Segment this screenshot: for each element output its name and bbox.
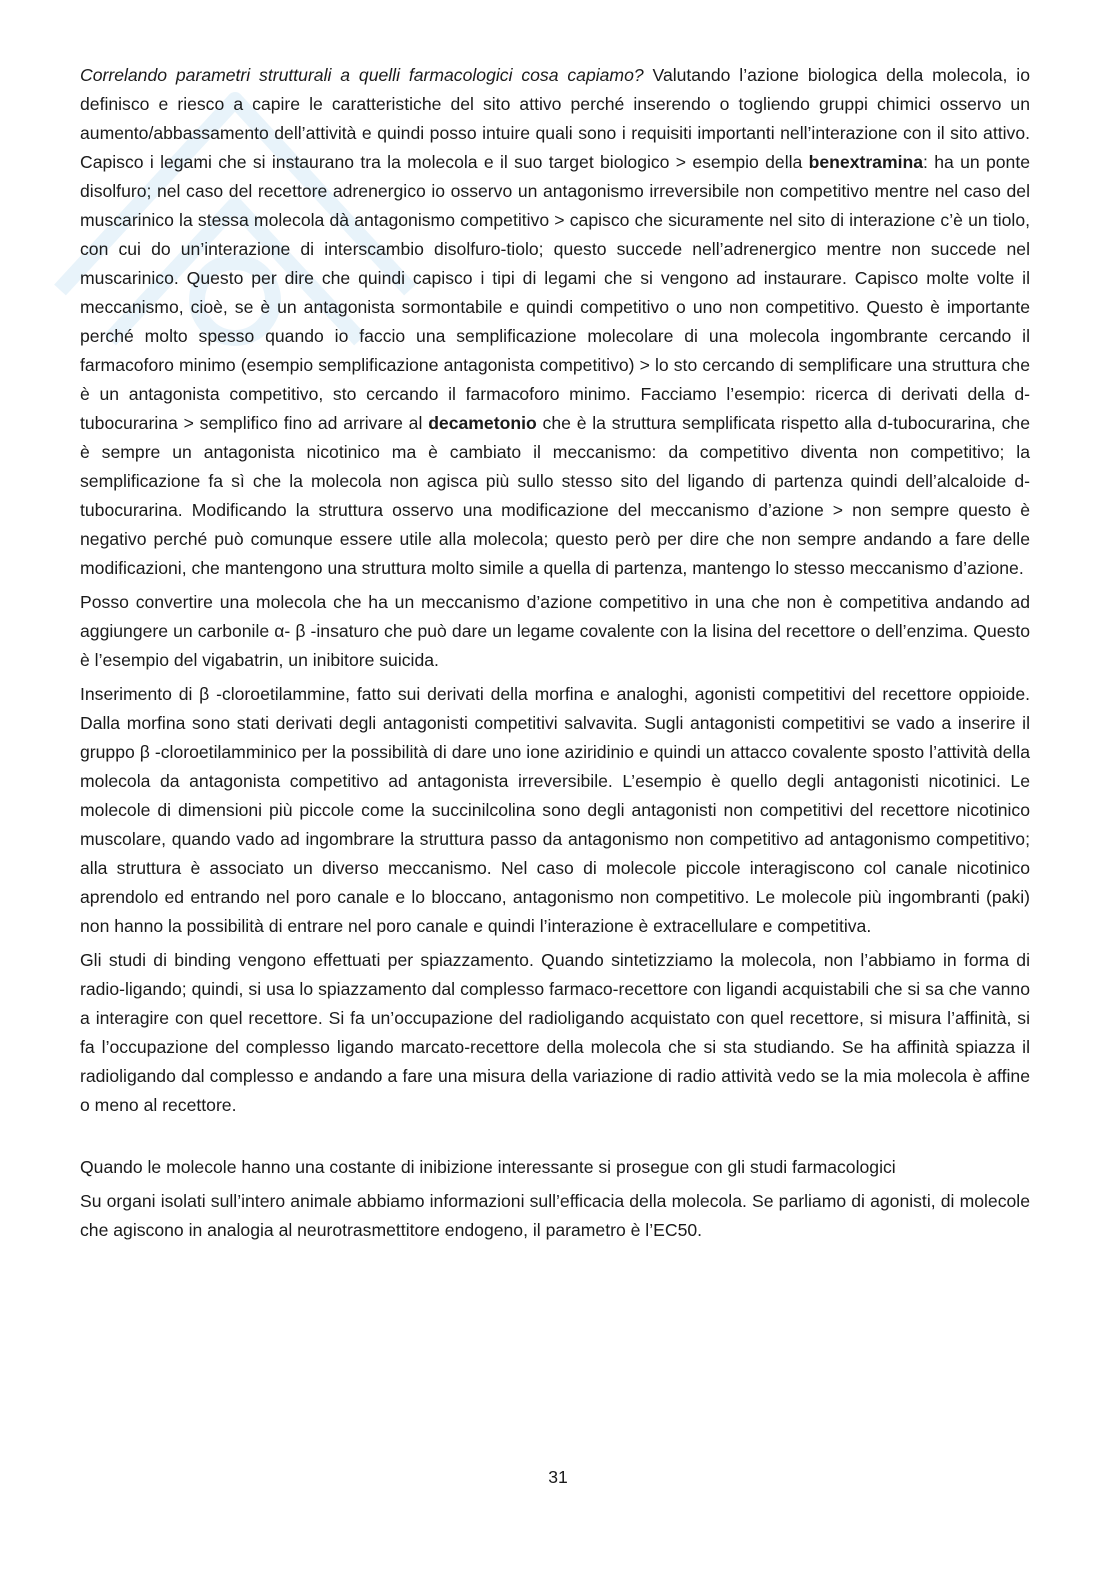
paragraph-1-text-c: che è la struttura semplificata rispetto alla d-tubocurarina, che è sempre un antagonista nicotinico ma è cambiato il meccanismo: da competitivo diventa non competitivo; la semplificazione fa sì che la molecola non agisca più sullo stesso sito del ligando di partenza quindi dell’alcaloide d-tubocurarina. Modificando la struttura osservo una modificazione del meccanismo d’azione > non sempre questo è negativo perché può comunque essere utile alla molecola; questo però per dire che non sempre andando a fare delle modificazioni, che mantengono una struttura molto simile a quella di partenza, mantengo lo stesso meccanismo d’azione. <box>80 413 1030 578</box>
paragraph-1 <box>80 61 1030 583</box>
paragraph-1-text-a: Valutando l’azione biologica della molecola, io definisco e riesco a capire le caratteristiche del sito attivo perché inserendo o togliendo gruppi chimici osservo un aumento/abbassamento dell’attività e quindi posso intuire quali sono i requisiti importanti nell’interazione con il sito attivo. Capisco i legami che si instaurano tra la molecola e il suo target biologico > esempio della <box>80 65 1030 172</box>
paragraph-5: Quando le molecole hanno una costante di inibizione interessante si prosegue con gli studi farmacologici <box>80 1157 896 1177</box>
document-body <box>80 61 1030 1250</box>
paragraph-2: Posso convertire una molecola che ha un meccanismo d’azione competitivo in una che non è competitiva andando ad aggiungere un carbonile α- β -insaturo che può dare un legame covalente con la lisina del recettore o dell’enzima. Questo è l’esempio del vigabatrin, un inibitore suicida. <box>80 592 1030 670</box>
page-number: 31 <box>548 1467 568 1487</box>
paragraph-6: Su organi isolati sull’intero animale abbiamo informazioni sull’efficacia della molecola. Se parliamo di agonisti, di molecole che agiscono in analogia al neurotrasmettitore endogeno, il parametro è l’EC50. <box>80 1191 1030 1240</box>
paragraph-4: Gli studi di binding vengono effettuati per spiazzamento. Quando sintetizziamo la molecola, non l’abbiamo in forma di radio-ligando; quindi, si usa lo spiazzamento dal complesso farmaco-recettore con ligandi acquistabili che si sa che vanno a interagire con quel recettore. Si fa un’occupazione del radioligando acquistato con quel recettore, si misura l’affinità, si fa l’occupazione del complesso ligando marcato-recettore della molecola che si sta studiando. Se ha affinità spiazza il radioligando dal complesso e andando a fare una misura della variazione di radio attività vedo se la mia molecola è affine o meno al recettore. <box>80 950 1030 1115</box>
term-decametonio: decametonio <box>428 413 537 433</box>
term-benextramina: benextramina <box>808 152 924 172</box>
paragraph-1-text-b: : ha un ponte disolfuro; nel caso del recettore adrenergico io osservo un antagonismo irreversibile non competitivo mentre nel caso del muscarinico la stessa molecola dà antagonismo competitivo > capisco che sicuramente nel sito di interazione c’è un tiolo, con cui do un’interazione di interscambio disolfuro-tiolo; questo succede nell’adrenergico mentre non succede nel muscarinico. Questo per dire che quindi capisco i tipi di legami che si vengono ad instaurare. Capisco molte volte il meccanismo, cioè, se è un antagonista sormontabile e quindi competitivo o uno non competitivo. Questo è importante perché molto spesso quando io faccio una semplificazione molecolare di una molecola ingombrante cercando il farmacoforo minimo (esempio semplificazione antagonista competitivo) > lo sto cercando di semplificare una struttura che è un antagonista competitivo, sto cercando il farmacoforo minimo. Facciamo l’esempio: ricerca di derivati della d-tubocurarina > semplifico fino ad arrivare al <box>80 152 1030 433</box>
paragraph-3: Inserimento di β -cloroetilammine, fatto sui derivati della morfina e analoghi, agonisti competitivi del recettore oppioide. Dalla morfina sono stati derivati degli antagonisti competitivi salvavita. Sugli antagonisti competitivi se vado a inserire il gruppo β -cloroetilamminico per la possibilità di dare uno ione aziridinio e quindi un attacco covalente sposto l’attività della molecola da antagonista competitivo ad antagonista irreversibile. L’esempio è quello degli antagonisti nicotinici. Le molecole di dimensioni più piccole come la succinilcolina sono degli antagonisti non competitivi del recettore nicotinico muscolare, quando vado ad ingombrare la struttura passo da antagonismo non competitivo ad antagonismo competitivo; alla struttura è associato un diverso meccanismo. Nel caso di molecole piccole interagiscono col canale nicotinico aprendolo ed entrando nel poro canale e lo bloccano, antagonismo non competitivo. Le molecole più ingombranti (paki) non hanno la possibilità di entrare nel poro canale e quindi l’interazione è extracellulare e competitiva. <box>80 684 1030 936</box>
intro-question: Correlando parametri strutturali a quelli farmacologici cosa capiamo? <box>80 65 644 85</box>
